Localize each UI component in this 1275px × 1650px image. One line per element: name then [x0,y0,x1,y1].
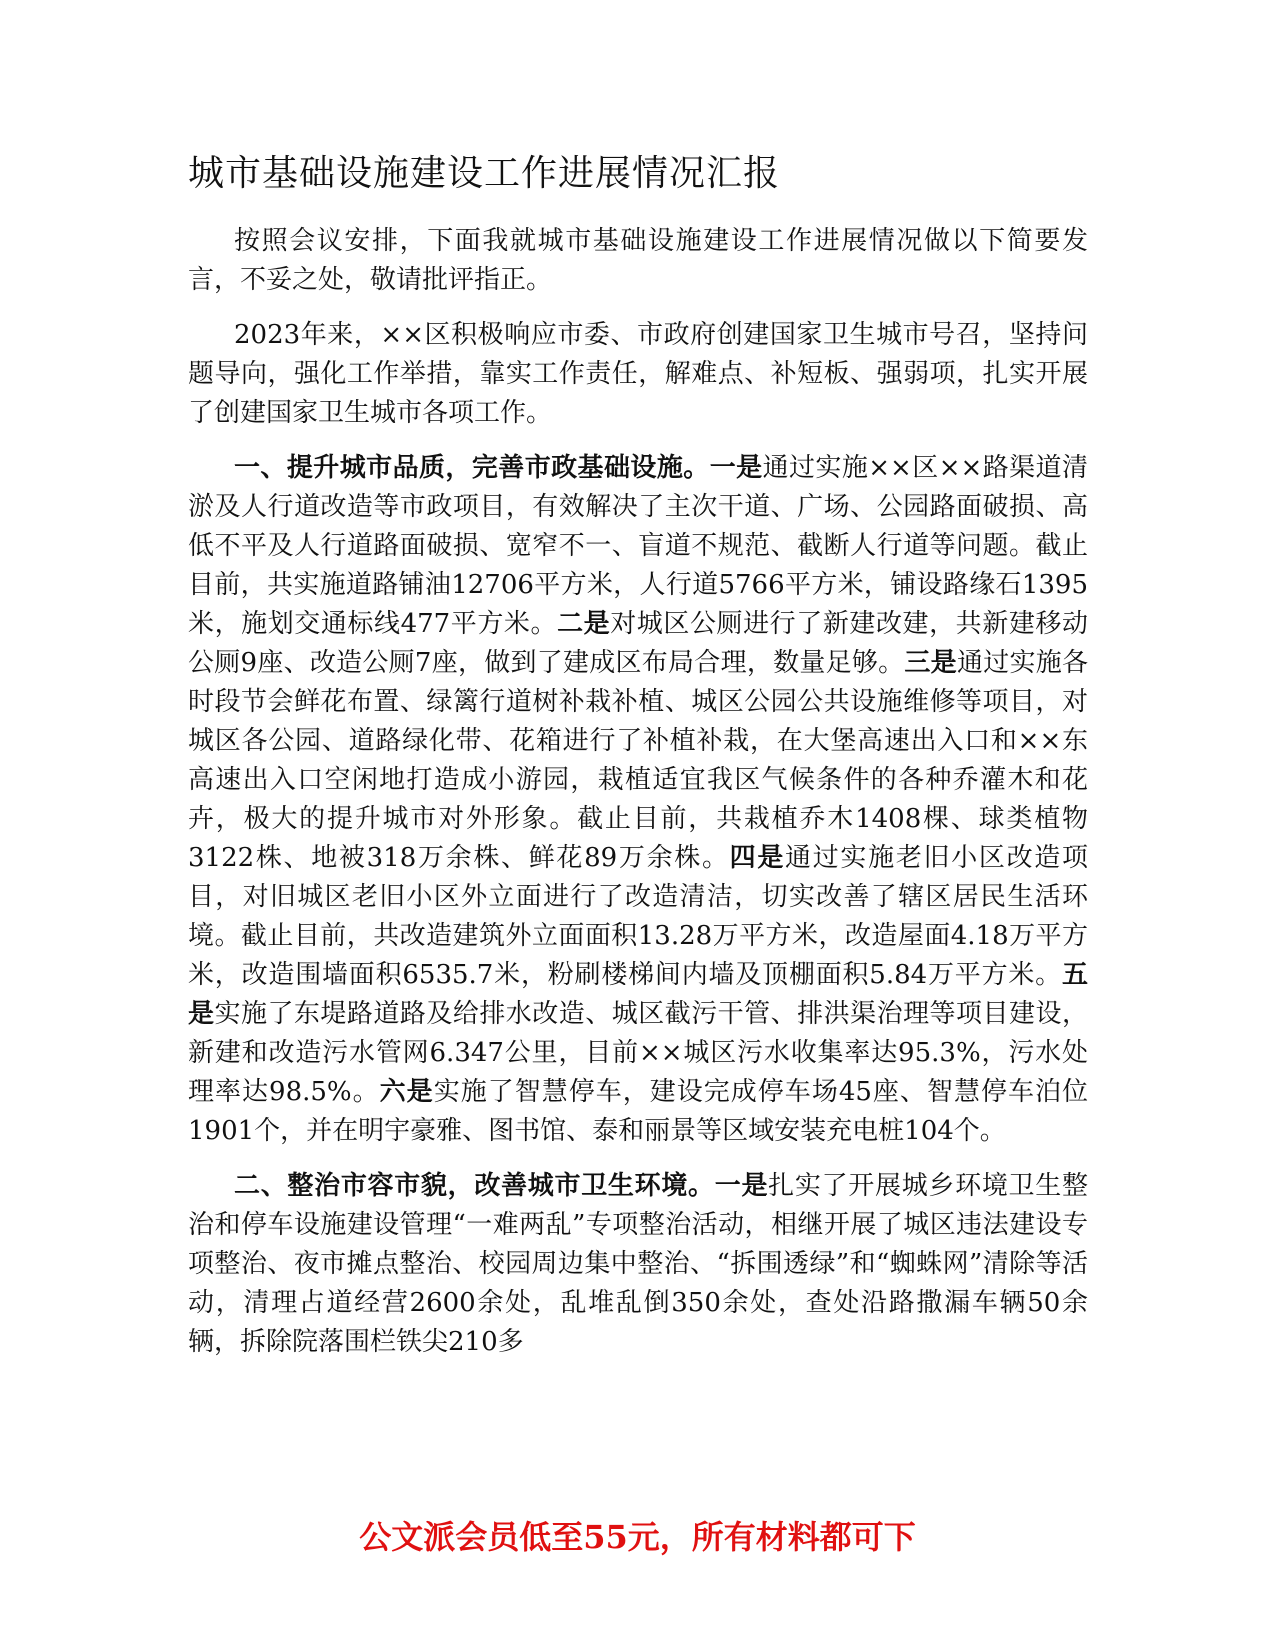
section-2-item-1-text: 扎实了开展城乡环境卫生整治和停车设施建设管理“一难两乱”专项整治活动，相继开展了城区违法建设专项整治、夜市摊点整治、校园周边集中整治、“拆围透绿”和“蜘蛛网”清除等活动，清理占道经营2600余处，乱堆乱倒350余处，查处沿路撒漏车辆50余辆，拆除院落围栏铁尖210多 [188,1171,1088,1357]
section-1-item-2-text: 对城区公厕进行了新建改建，共新建移动公厕9座、改造公厕7座，做到了建成区布局合理，数量足够。 [188,609,1088,678]
section-1-item-1-label: 一是 [709,453,763,483]
section-1-item-6-label: 六是 [379,1077,434,1107]
section-1-item-1-text: 通过实施××区××路渠道清淤及人行道改造等市政项目，有效解决了主次干道、广场、公园路面破损、高低不平及人行道路面破损、宽窄不一、盲道不规范、截断人行道等问题。截止目前，共实施道路铺油12706平方米，人行道5766平方米，铺设路缘石1395米，施划交通标线477平方米。 [188,453,1088,639]
section-2-item-1-label: 一是 [714,1171,769,1201]
section-2-heading: 二、整治市容市貌，改善城市卫生环境。 [234,1171,715,1201]
section-1-heading: 一、提升城市品质，完善市政基础设施。 [234,453,710,483]
document-title: 城市基础设施建设工作进展情况汇报 [188,153,781,194]
section-1-item-4-text: 通过实施老旧小区改造项目，对旧城区老旧小区外立面进行了改造清洁，切实改善了辖区居民生活环境。截止目前，共改造建筑外立面面积13.28万平方米，改造屋面4.18万平方米，改造围墙面积6535.7米，粉刷楼梯间内墙及顶棚面积5.84万平方米。 [188,843,1088,990]
promo-footer-banner: 公文派会员低至55元，所有材料都可下 [359,1518,916,1556]
section-2-paragraph [188,1167,1088,1362]
section-1-item-3-label: 三是 [904,648,957,678]
section-1-item-3-text: 通过实施各时段节会鲜花布置、绿篱行道树补栽补植、城区公园公共设施维修等项目，对城区各公园、道路绿化带、花箱进行了补植补栽，在大堡高速出入口和××东高速出入口空闲地打造成小游园，栽植适宜我区气候条件的各种乔灌木和花卉，极大的提升城市对外形象。截止目前，共栽植乔木1408棵、球类植物3122株、地被318万余株、鲜花89万余株。 [188,648,1088,873]
section-1-paragraph [188,449,1088,1151]
section-1-item-2-label: 二是 [557,609,611,639]
section-1-item-6-text: 实施了智慧停车，建设完成停车场45座、智慧停车泊位1901个，并在明宇豪雅、图书馆、泰和丽景等区域安装充电桩104个。 [188,1077,1088,1146]
overview-paragraph: 2023年来，××区积极响应市委、市政府创建国家卫生城市号召，坚持问题导向，强化工作举措，靠实工作责任，解难点、补短板、强弱项，扎实开展了创建国家卫生城市各项工作。 [188,320,1088,428]
document-body [188,150,1088,1378]
section-1-item-5-text: 实施了东堤路道路及给排水改造、城区截污干管、排洪渠治理等项目建设，新建和改造污水管网6.347公里，目前××城区污水收集率达95.3%，污水处理率达98.5%。 [188,999,1088,1107]
intro-paragraph: 按照会议安排，下面我就城市基础设施建设工作进展情况做以下简要发言，不妥之处，敬请批评指正。 [188,226,1088,295]
section-1-item-5-label: 五是 [188,960,1088,1029]
section-1-item-4-label: 四是 [729,843,786,873]
